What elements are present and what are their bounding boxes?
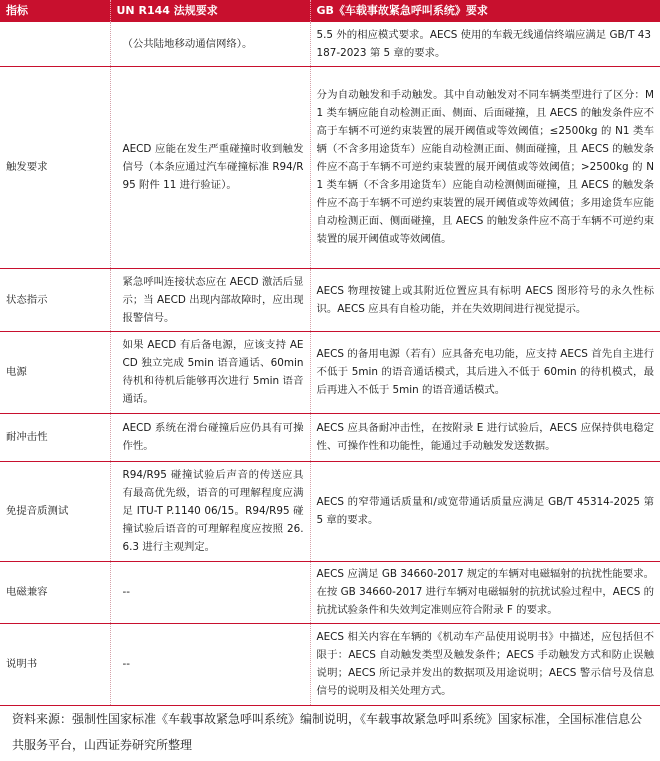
source-note: 资料来源：强制性国家标准《车载事故紧急呼叫系统》编制说明，《车载事故紧急呼叫系统》国家标准，全国标准信息公共服务平台，山西证券研究所整理	[12, 712, 643, 752]
row-un-requirement: AECD 应能在发生严重碰撞时收到触发信号（本条应通过汽车碰撞标准 R94/R95 附件 11 进行验证）。	[110, 66, 310, 268]
table-row	[0, 22, 660, 66]
row-gb-requirement: AECS 的窄带通话质量和/或宽带通话质量应满足 GB/T 45314-2025 第 5 章的要求。	[310, 461, 660, 561]
table-header	[0, 0, 660, 22]
row-gb-requirement: AECS 相关内容在车辆的《机动车产品使用说明书》中描述，应包括但不限于：AECS 自动触发类型及触发条件；AECS 手动触发方式和防止误触说明；AECS 所记录并发出的数据项及用途说明；AECS 警示信号及信息信号的说明及相关处理方式。	[310, 623, 660, 705]
row-gb-requirement: AECS 的备用电源（若有）应具备充电功能，应支持 AECS 首先自主进行不低于 5min 的语音通话模式，其后进入不低于 60min 的待机模式，最后再进入不低于 5min 的语音通话模式。	[310, 331, 660, 413]
row-indicator: 电源	[0, 331, 110, 413]
row-gb-requirement: 分为自动触发和手动触发。其中自动触发对不同车辆类型进行了区分：M1 类车辆应能自动检测正面、侧面、后面碰撞，且 AECS 的触发条件应不高于车辆不可逆约束装置的展开阈值或等效阈值；≤2500kg 的 N1 类车辆（不含多用途货车）应能自动检测正面、侧面碰撞，且 AECS 的触发条件应不高于车辆不可逆约束装置的展开阈值或等效阈值；>2500kg 的 N1 类车辆（不含多用途货车）应能自动检测侧面碰撞，且 AECS 的触发条件应不高于车辆不可逆约束装置的展开阈值或等效阈值；多用途货车应能自动检测正面、侧面碰撞，且 AECS 的触发条件应不高于车辆不可逆约束装置的展开阈值或等效阈值。	[310, 66, 660, 268]
row-indicator: 触发要求	[0, 66, 110, 268]
row-indicator: 耐冲击性	[0, 413, 110, 461]
row-gb-requirement: AECS 物理按键上或其附近位置应具有标明 AECS 图形符号的永久性标识。AECS 应具有自检功能，并在失效期间进行视觉提示。	[310, 268, 660, 331]
table-row	[0, 66, 660, 268]
table-row	[0, 413, 660, 461]
row-gb-requirement: AECS 应具备耐冲击性，在按附录 E 进行试验后，AECS 应保持供电稳定性、可操作性和功能性，能通过手动触发发送数据。	[310, 413, 660, 461]
header-indicator: 指标	[0, 0, 110, 22]
row-indicator: 说明书	[0, 623, 110, 705]
row-un-requirement: R94/R95 碰撞试验后声音的传送应具有最高优先级，语音的可理解程度应满足 ITU-T P.1140 06/15。R94/R95 碰撞试验后语音的可理解程度应按照 26.6.3 进行主观判定。	[110, 461, 310, 561]
row-indicator: 免提音质测试	[0, 461, 110, 561]
table-row	[0, 461, 660, 561]
row-gb-requirement: AECS 应满足 GB 34660-2017 规定的车辆对电磁辐射的抗扰性能要求。在按 GB 34660-2017 进行车辆对电磁辐射的抗扰试验过程中，AECS 的抗扰试验条件和失效判定准则应符合附录 F 的要求。	[310, 561, 660, 623]
table-row	[0, 331, 660, 413]
row-un-requirement: 如果 AECD 有后备电源，应该支持 AECD 独立完成 5min 语音通话、60min 待机和待机后能够再次进行 5min 语音通话。	[110, 331, 310, 413]
row-indicator	[0, 22, 110, 66]
row-un-requirement: AECD 系统在滑台碰撞后应仍具有可操作性。	[110, 413, 310, 461]
row-gb-requirement: 5.5 外的相应模式要求。AECS 使用的车载无线通信终端应满足 GB/T 43187-2023 第 5 章的要求。	[310, 22, 660, 66]
row-un-requirement: --	[110, 623, 310, 705]
row-un-requirement: 紧急呼叫连接状态应在 AECD 激活后显示；当 AECD 出现内部故障时，应出现报警信号。	[110, 268, 310, 331]
row-un-requirement: --	[110, 561, 310, 623]
table-row	[0, 268, 660, 331]
header-gb-standard: GB《车载事故紧急呼叫系统》要求	[310, 0, 660, 22]
table-body	[0, 22, 660, 705]
table-row	[0, 623, 660, 705]
row-indicator: 状态指示	[0, 268, 110, 331]
header-un-r144: UN R144 法规要求	[110, 0, 310, 22]
table-row	[0, 561, 660, 623]
row-indicator: 电磁兼容	[0, 561, 110, 623]
header-row	[0, 0, 660, 22]
row-un-requirement: （公共陆地移动通信网络）。	[110, 22, 310, 66]
